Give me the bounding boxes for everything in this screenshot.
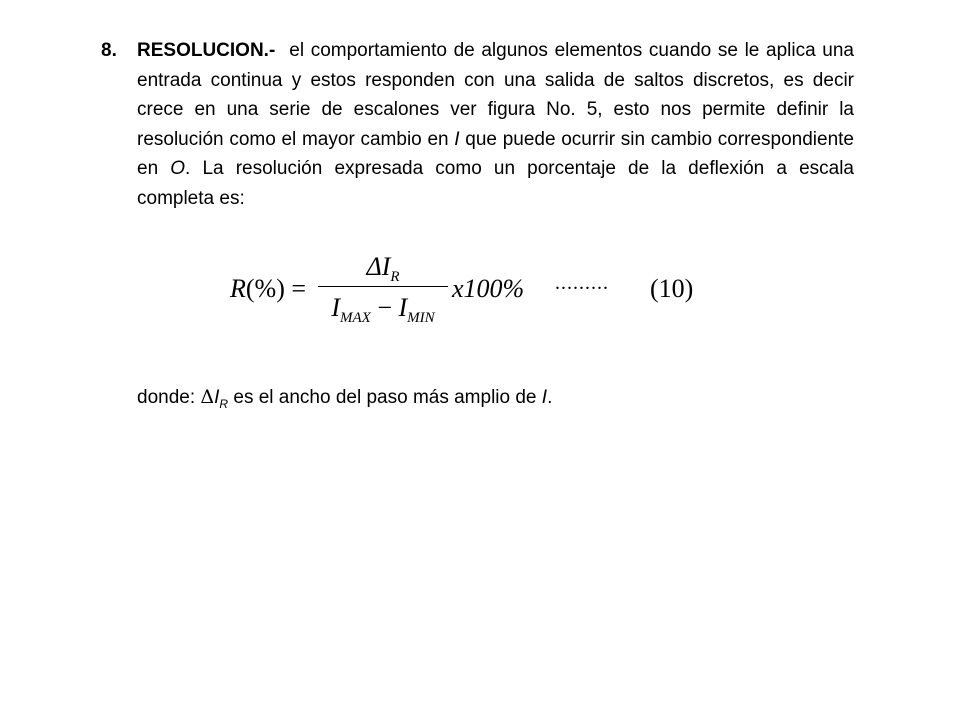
formula-multiplier: x100% xyxy=(452,274,525,303)
paragraph-text-1: el comportamiento de algunos elementos cuando se le aplica una entrada continua y estos responden con una salida de saltos discretos, es decir crece en una serie de escalones ver figura No. 5, esto nos permite definir la resolución como el mayor cambio en xyxy=(137,40,854,150)
formula-numerator: $\Delta I_R$ xyxy=(366,252,400,285)
where-prefix: donde: xyxy=(137,387,201,408)
paragraph-text-2: que puede ocurrir sin cambio correspondiente en xyxy=(137,128,855,179)
where-end: . xyxy=(547,387,553,408)
formula-equals: = xyxy=(284,274,307,303)
fraction-bar xyxy=(318,286,448,287)
formula-percent-paren: (%) xyxy=(245,274,285,303)
item-number: 8. xyxy=(101,40,117,61)
formula-r: R xyxy=(230,274,246,303)
where-variable-end: I xyxy=(541,387,548,408)
item-paragraph xyxy=(137,36,854,213)
equation-number: (10) xyxy=(650,274,694,303)
where-variable: I xyxy=(214,387,220,408)
formula-denominator: $I_{MAX} - I_{MIN}$ xyxy=(331,293,435,326)
item-heading: RESOLUCION.- xyxy=(137,40,276,61)
where-subscript: R xyxy=(219,396,229,411)
formula-lhs xyxy=(230,274,306,304)
where-clause xyxy=(137,383,552,419)
variable-i: I xyxy=(454,128,460,150)
delta-symbol: Δ xyxy=(200,386,215,408)
paragraph-text-3: . La resolución expresada como un porcentaje de la deflexión a escala completa es: xyxy=(137,158,854,209)
resolution-formula xyxy=(230,250,710,340)
where-text: es el ancho del paso más amplio de xyxy=(228,387,542,408)
formula-fraction xyxy=(318,250,448,325)
variable-o: O xyxy=(170,158,186,179)
resolution-item xyxy=(101,36,854,213)
formula-dots: ......... xyxy=(555,272,609,294)
